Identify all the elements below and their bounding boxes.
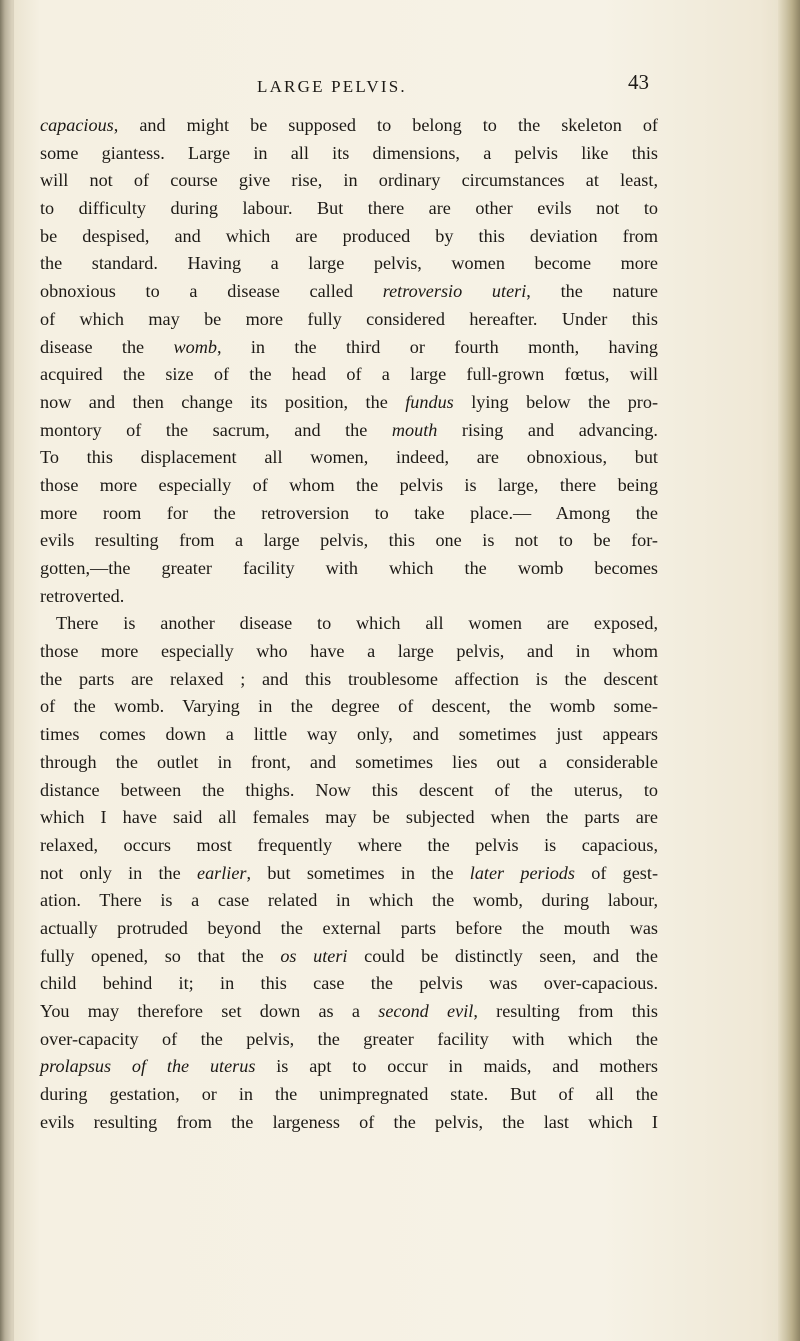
italic-run: fundus [405, 391, 454, 412]
text-line: evils resulting from a large pelvis, this one is not to be for- [40, 530, 658, 551]
text-line: during gestation, or in the unimpregnated state. But of all the [40, 1084, 658, 1105]
text-line: more room for the retroversion to take place.— Among the [40, 502, 658, 523]
text-line: will not of course give rise, in ordinary circumstances at least, [40, 170, 658, 191]
running-head: LARGE PELVIS. [257, 77, 407, 96]
text-line: acquired the size of the head of a large full-grown fœtus, will [40, 364, 658, 385]
italic-run: earlier [197, 862, 247, 883]
text-line: of the womb. Varying in the degree of descent, the womb some- [40, 696, 658, 717]
text-line: through the outlet in front, and sometimes lies out a considerable [40, 751, 658, 772]
text-line: the standard. Having a large pelvis, women become more [40, 253, 658, 274]
text-line: obnoxious to a disease called retroversio uteri, the nature [40, 281, 658, 302]
text-line: distance between the thighs. Now this descent of the uterus, to [40, 779, 658, 800]
body-text [40, 112, 658, 1136]
italic-run: womb [173, 336, 217, 357]
text-line: To this displacement all women, indeed, are obnoxious, but [40, 447, 658, 468]
text-line: some giantess. Large in all its dimensions, a pelvis like this [40, 142, 658, 163]
adjacent-page-edge [778, 0, 800, 1341]
text-line: fully opened, so that the os uteri could be distinctly seen, and the [40, 945, 658, 966]
text-line: evils resulting from the largeness of the pelvis, the last which I [40, 1111, 658, 1132]
text-line: gotten,—the greater facility with which the womb becomes [40, 558, 658, 578]
text-line: now and then change its position, the fundus lying below the pro- [40, 391, 658, 412]
text-line: You may therefore set down as a second evil, resulting from this [40, 1001, 658, 1021]
text-line: those more especially of whom the pelvis is large, there being [40, 474, 658, 495]
text-line: which I have said all females may be subjected when the parts are [40, 807, 658, 828]
text-line: retroverted. [40, 585, 125, 606]
text-line: disease the womb, in the third or fourth month, having [40, 336, 658, 357]
text-line: ation. There is a case related in which the womb, during labour, [40, 890, 658, 911]
italic-run: prolapsus of the uterus [40, 1056, 256, 1077]
italic-run: retroversio uteri [382, 281, 527, 302]
text-line: relaxed, occurs most frequently where the pelvis is capacious, [40, 834, 658, 855]
binding-gutter [0, 0, 14, 1341]
italic-run: mouth [391, 419, 438, 440]
text-line: not only in the earlier, but sometimes in the later periods of gest- [40, 862, 658, 883]
text-line: times comes down a little way only, and sometimes just appears [40, 724, 658, 745]
text-line: prolapsus of the uterus is apt to occur in maids, and mothers [40, 1056, 658, 1077]
italic-run: os uteri [280, 945, 348, 966]
text-line: of which may be more fully considered hereafter. Under this [40, 308, 658, 329]
text-line: the parts are relaxed ; and this troublesome affection is the descent [40, 668, 658, 689]
text-line: montory of the sacrum, and the mouth rising and advancing. [40, 419, 658, 440]
italic-run: capacious [40, 115, 114, 135]
text-line: child behind it; in this case the pelvis was over-capacious. [40, 973, 658, 994]
text-line: those more especially who have a large pelvis, and in whom [40, 641, 658, 662]
text-line: actually protruded beyond the external parts before the mouth was [40, 917, 658, 938]
text-line: There is another disease to which all women are exposed, [56, 613, 658, 634]
text-line: to difficulty during labour. But there are other evils not to [40, 198, 658, 219]
text-line: over-capacity of the pelvis, the greater facility with which the [40, 1028, 658, 1049]
text-line: be despised, and which are produced by this deviation from [40, 225, 658, 246]
page-number: 43 [628, 70, 649, 94]
italic-run: later periods [469, 862, 575, 883]
text-line: capacious, and might be supposed to belong to the skeleton of [40, 115, 658, 135]
italic-run: second evil [378, 1001, 474, 1021]
